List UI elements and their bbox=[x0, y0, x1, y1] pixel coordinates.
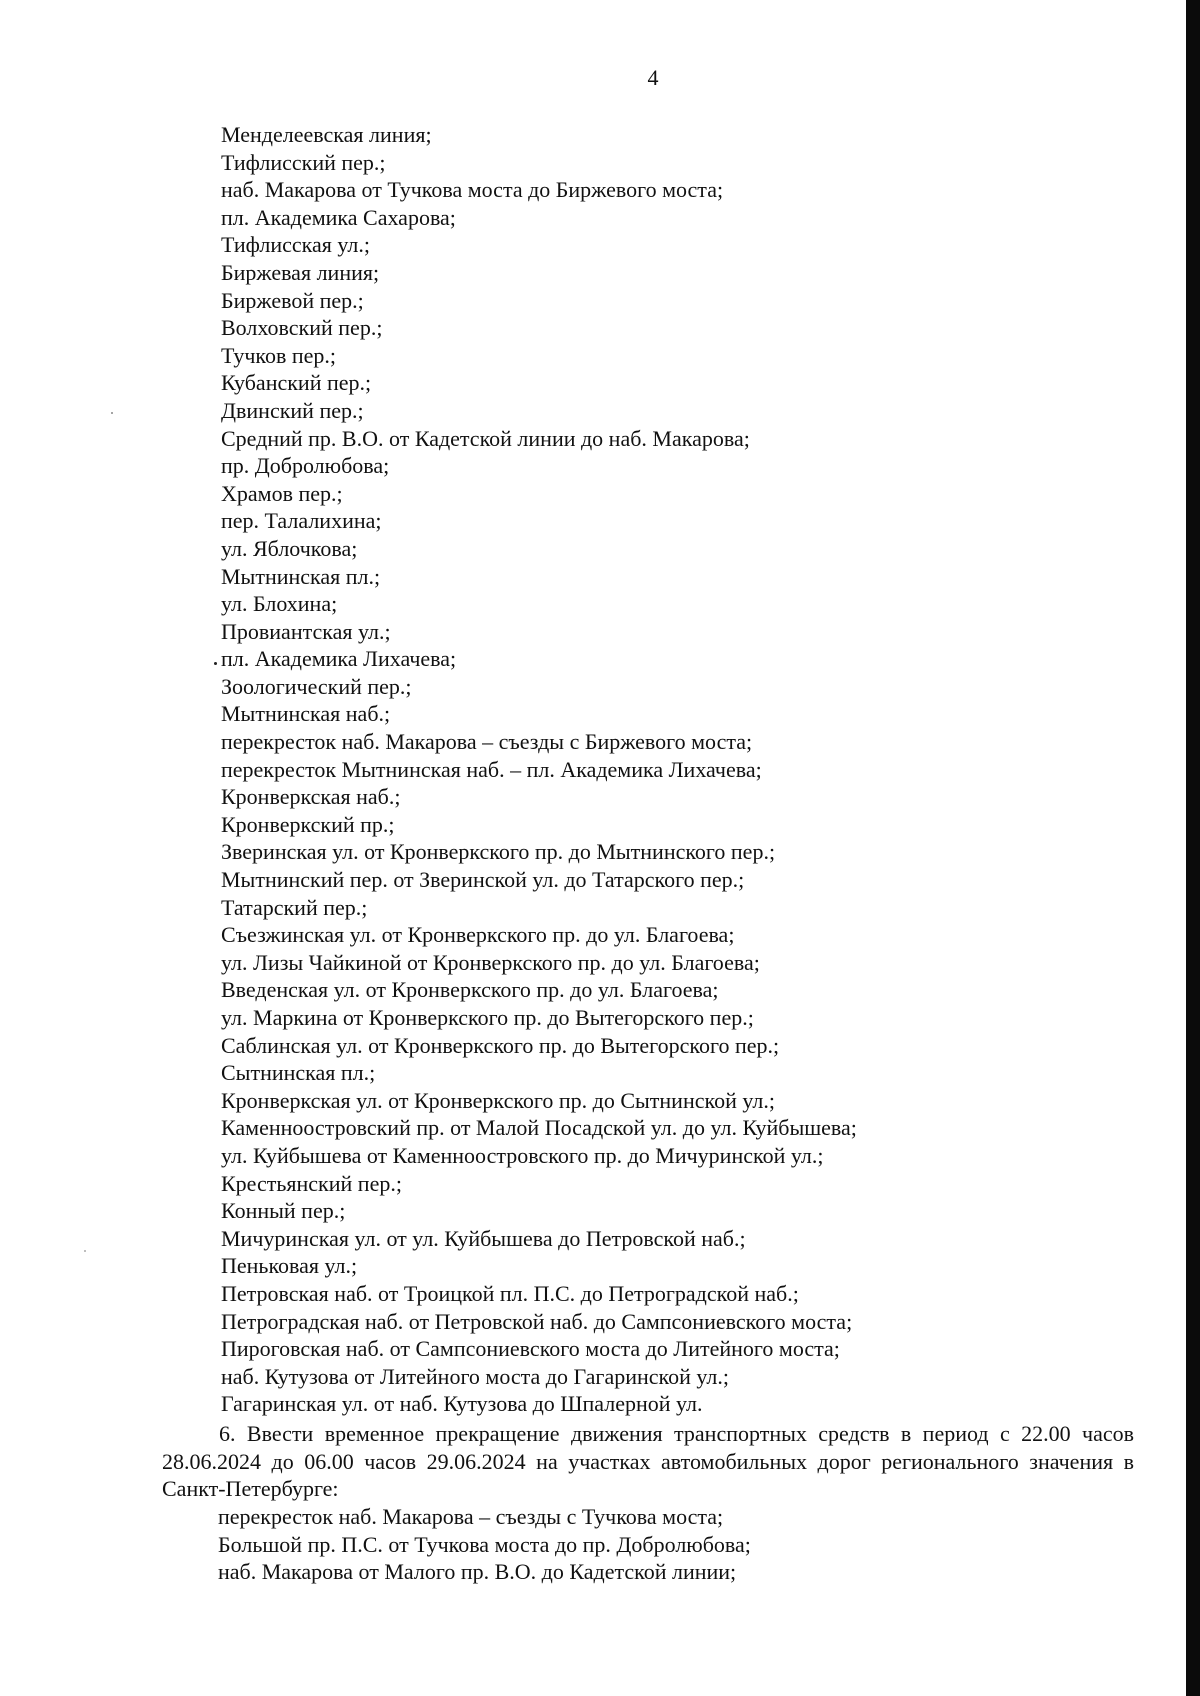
street-list-item: ул. Куйбышева от Каменноостровского пр. до Мичуринской ул.; bbox=[221, 1142, 824, 1168]
street-list-item: пр. Добролюбова; bbox=[221, 453, 390, 479]
street-list-item: Сытнинская пл.; bbox=[221, 1060, 376, 1086]
street-list-item: наб. Макарова от Малого пр. В.О. до Кадетской линии; bbox=[218, 1559, 737, 1585]
scan-speck bbox=[111, 412, 113, 414]
street-list-item: Гагаринская ул. от наб. Кутузова до Шпалерной ул. bbox=[221, 1391, 703, 1417]
street-list-item: наб. Кутузова от Литейного моста до Гагаринской ул.; bbox=[221, 1363, 729, 1389]
paragraph-6: 6. Ввести временное прекращение движения транспортных средств в период с 22.00 часов 28.06.2024 до 06.00 часов 29.06.2024 на участках автомобильных дорог регионального значения в Санкт-Петербурге: bbox=[162, 1421, 1134, 1502]
street-list-item: Зверинская ул. от Кронверкского пр. до Мытнинского пер.; bbox=[221, 839, 776, 865]
street-list-item: Мытнинская пл.; bbox=[221, 563, 381, 589]
street-list-item: Биржевой пер.; bbox=[221, 287, 364, 313]
scan-speck bbox=[214, 662, 217, 665]
street-list-item: Пеньковая ул.; bbox=[221, 1253, 358, 1279]
street-list-item: перекресток наб. Макарова – съезды с Биржевого моста; bbox=[221, 729, 753, 755]
street-list-item: Крестьянский пер.; bbox=[221, 1170, 402, 1196]
street-list-item: Тифлисский пер.; bbox=[221, 149, 386, 175]
street-list-item: Зоологический пер.; bbox=[221, 673, 412, 699]
street-list-item: Пироговская наб. от Сампсониевского моста до Литейного моста; bbox=[221, 1336, 840, 1362]
scan-speck bbox=[84, 1250, 86, 1252]
street-list-item: наб. Макарова от Тучкова моста до Биржевого моста; bbox=[221, 177, 724, 203]
street-list-item: Большой пр. П.С. от Тучкова моста до пр. Добролюбова; bbox=[218, 1531, 751, 1557]
street-list-item: Съезжинская ул. от Кронверкского пр. до ул. Благоева; bbox=[221, 922, 735, 948]
street-list-item: Татарский пер.; bbox=[221, 894, 368, 920]
street-list-item: пер. Талалихина; bbox=[221, 508, 382, 534]
street-list bbox=[221, 121, 857, 1418]
street-list-item: Саблинская ул. от Кронверкского пр. до Вытегорского пер.; bbox=[221, 1032, 780, 1058]
street-list-item: Введенская ул. от Кронверкского пр. до ул. Благоева; bbox=[221, 977, 719, 1003]
street-list-item: Храмов пер.; bbox=[221, 480, 343, 506]
street-list-item: Двинский пер.; bbox=[221, 397, 364, 423]
street-list-item: перекресток Мытнинская наб. – пл. Академика Лихачева; bbox=[221, 756, 762, 782]
street-list-item: Волховский пер.; bbox=[221, 315, 383, 341]
street-list-item: Кубанский пер.; bbox=[221, 370, 372, 396]
street-list-item: Менделеевская линия; bbox=[221, 122, 432, 147]
street-list-item: Провиантская ул.; bbox=[221, 618, 391, 644]
street-list-continued bbox=[218, 1503, 751, 1586]
street-list-item: Конный пер.; bbox=[221, 1198, 346, 1224]
street-list-item: Кронверкская наб.; bbox=[221, 784, 401, 810]
street-list-item: ул. Лизы Чайкиной от Кронверкского пр. до ул. Благоева; bbox=[221, 949, 760, 975]
street-list-item: ул. Блохина; bbox=[221, 591, 338, 617]
street-list-item: Средний пр. В.О. от Кадетской линии до наб. Макарова; bbox=[221, 425, 750, 451]
street-list-item: ул. Маркина от Кронверкского пр. до Вытегорского пер.; bbox=[221, 1005, 754, 1030]
street-list-item: Мытнинский пер. от Зверинской ул. до Татарского пер.; bbox=[221, 867, 745, 893]
street-list-item: Кронверкская ул. от Кронверкского пр. до Сытнинской ул.; bbox=[221, 1087, 775, 1113]
street-list-item: пл. Академика Лихачева; bbox=[221, 646, 457, 672]
street-list-item: Кронверкский пр.; bbox=[221, 811, 395, 837]
street-list-item: Мытнинская наб.; bbox=[221, 701, 391, 727]
street-list-item: Тифлисская ул.; bbox=[221, 232, 371, 258]
street-list-item: ул. Яблочкова; bbox=[221, 535, 358, 561]
street-list-item: перекресток наб. Макарова – съезды с Тучкова моста; bbox=[218, 1504, 724, 1529]
street-list-item: Петроградская наб. от Петровской наб. до Сампсониевского моста; bbox=[221, 1308, 853, 1334]
street-list-item: Петровская наб. от Троицкой пл. П.С. до Петроградской наб.; bbox=[221, 1280, 799, 1306]
street-list-item: Мичуринская ул. от ул. Куйбышева до Петровской наб.; bbox=[221, 1225, 746, 1251]
street-list-item: Каменноостровский пр. от Малой Посадской ул. до ул. Куйбышева; bbox=[221, 1115, 857, 1141]
page-number: 4 bbox=[647, 65, 659, 90]
street-list-item: Биржевая линия; bbox=[221, 259, 380, 285]
street-list-item: Тучков пер.; bbox=[221, 342, 337, 368]
scan-page-edge bbox=[1186, 0, 1200, 1696]
street-list-item: пл. Академика Сахарова; bbox=[221, 204, 456, 230]
